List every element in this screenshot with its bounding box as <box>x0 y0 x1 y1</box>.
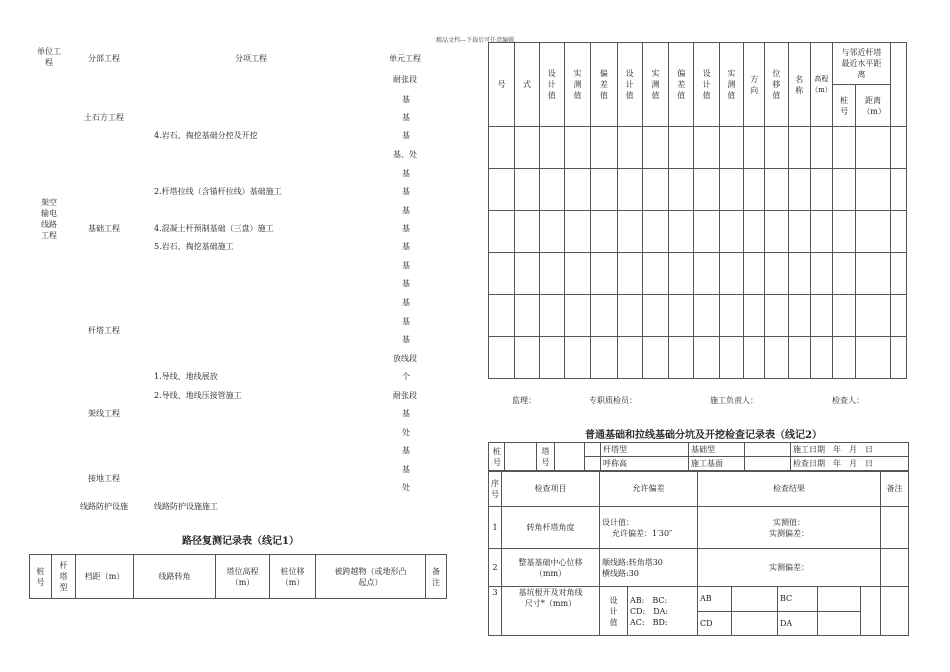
col-element-header: 单元工程 <box>389 54 421 63</box>
col-item-header: 分项工程 <box>235 54 267 63</box>
tower-label: 塔号 <box>537 443 555 471</box>
result-line: 实测偏差： <box>698 549 881 587</box>
row-item: 基坑根开及对角线尺寸*（mm） <box>502 587 600 636</box>
element-cell: 基、处 <box>393 150 417 159</box>
item-row: 线路防护设施施工 <box>154 502 218 511</box>
element-cell: 基 <box>402 465 410 474</box>
element-cell: 基 <box>402 242 410 251</box>
survey-header: 设计值 <box>694 43 719 127</box>
element-cell: 基 <box>402 335 410 344</box>
survey-header: 名称 <box>788 43 810 127</box>
construction-label: 施工负责人： <box>710 396 758 405</box>
element-cell: 放线段 <box>393 354 417 363</box>
row-item: 整基基础中心位移（mm） <box>502 549 600 587</box>
cd-label: CD <box>698 611 732 635</box>
ab-label: AB <box>698 587 732 611</box>
survey-header: 偏差值 <box>591 43 617 127</box>
element-cell: 耐张段 <box>393 391 417 400</box>
header-note: 精品文档---下载后可任意编辑 <box>436 37 515 44</box>
design-label: 设计值 <box>600 587 628 636</box>
col-note: 备注 <box>881 472 909 507</box>
col-tolerance: 允许偏差 <box>600 472 698 507</box>
branch-foundation: 基础工程 <box>88 224 120 233</box>
tolerance-line: 横线路:30 <box>602 568 639 578</box>
col-result: 检查结果 <box>698 472 881 507</box>
element-cell: 基 <box>402 169 410 178</box>
item-row: 2.杆塔拉线（含锚杆拉线）基础施工 <box>154 187 282 196</box>
inspection-date-label: 检查日期 年 月 日 <box>791 457 909 471</box>
construction-base-label: 施工基面 <box>689 457 745 471</box>
construction-date-label: 施工日期 年 月 日 <box>791 443 909 457</box>
element-cell: 个 <box>402 372 410 381</box>
route-header: 桩位移（m） <box>270 555 316 599</box>
tolerance-line: 设计值： <box>602 517 634 527</box>
item-row: 5.岩石、掏挖基础施工 <box>154 242 234 251</box>
survey-header: 高程（m） <box>810 43 832 127</box>
branch-earthwork: 土石方工程 <box>84 113 124 122</box>
design-line: CD: DA: <box>630 606 669 616</box>
call-height-label: 呼称高 <box>601 457 689 471</box>
result-line: 实测偏差： <box>769 528 810 538</box>
item-row: 4.岩石、掏挖基础分控及开挖 <box>154 131 258 140</box>
survey-row <box>489 253 907 295</box>
foundation-type-label: 基础型 <box>689 443 745 457</box>
result-line: 实测值： <box>773 517 806 527</box>
element-cell: 基 <box>402 131 410 140</box>
element-cell: 基 <box>402 446 410 455</box>
item-row: 2.导线、地线压接管施工 <box>154 391 242 400</box>
survey-row <box>489 337 907 379</box>
quality-label: 专职质检员： <box>589 396 637 405</box>
pile-label: 桩号 <box>489 443 505 471</box>
element-cell: 基 <box>402 409 410 418</box>
route-header: 档距（m） <box>76 555 134 599</box>
branch-tower: 杆塔工程 <box>88 326 120 335</box>
foundation-check-table <box>488 471 909 636</box>
survey-row <box>489 127 907 169</box>
row-item: 转角杆塔角度 <box>502 506 600 549</box>
survey-header: 设计值 <box>617 43 642 127</box>
foundation-meta-table <box>488 442 909 471</box>
route-header: 桩号 <box>30 555 52 599</box>
branch-grounding: 接地工程 <box>88 474 120 483</box>
supervisor-label: 监理： <box>512 396 536 405</box>
branch-wiring: 架线工程 <box>88 409 120 418</box>
neighbor-header: 与邻近杆塔最近水平距离 <box>833 43 891 85</box>
element-cell: 基 <box>402 206 410 215</box>
survey-header: 设计值 <box>539 43 564 127</box>
route-header: 被跨越物（或地形凸起点） <box>316 555 426 599</box>
tolerance-line: 顺线路:转角塔30 <box>602 557 663 567</box>
route-header: 塔位高程（m） <box>216 555 270 599</box>
element-cell: 耐张段 <box>393 75 417 84</box>
survey-row <box>489 169 907 211</box>
design-line: AC: BD: <box>630 617 668 627</box>
survey-header: 实测值 <box>642 43 668 127</box>
col-check-item: 检查项目 <box>502 472 600 507</box>
branch-protection: 线路防护设施 <box>80 502 128 511</box>
col-branch-header: 分部工程 <box>88 54 120 63</box>
survey-header: 实测值 <box>719 43 743 127</box>
item-row: 1.导线、地线展放 <box>154 372 218 381</box>
item-row: 4.混凝土杆预制基础（三盘）施工 <box>154 224 274 233</box>
survey-header: 偏差值 <box>669 43 694 127</box>
survey-header: 方向 <box>744 43 765 127</box>
survey-header: 号 <box>489 43 515 127</box>
unit-name: 架空输电线路工程 <box>41 198 57 240</box>
neighbor-sub: 桩号 <box>833 85 856 127</box>
element-cell: 基 <box>402 261 410 270</box>
element-cell: 基 <box>402 187 410 196</box>
survey-row <box>489 295 907 337</box>
bc-label: BC <box>778 587 818 611</box>
element-cell: 基 <box>402 113 410 122</box>
element-cell: 处 <box>402 428 410 437</box>
route-header: 杆塔型 <box>52 555 76 599</box>
element-cell: 基 <box>402 224 410 233</box>
row-no: 2 <box>489 549 502 587</box>
row-no: 3 <box>489 587 502 636</box>
da-label: DA <box>778 611 818 635</box>
element-cell: 基 <box>402 317 410 326</box>
element-cell: 基 <box>402 95 410 104</box>
element-cell: 基 <box>402 298 410 307</box>
survey-header: 实测值 <box>564 43 590 127</box>
route-table-title: 路径复测记录表（线记1） <box>182 536 299 547</box>
inspector-label: 检查人： <box>832 396 864 405</box>
survey-table <box>488 42 907 379</box>
col-seq: 序号 <box>489 472 502 507</box>
neighbor-sub: 距离（m） <box>856 85 890 127</box>
route-table <box>29 554 447 599</box>
survey-header: 位移值 <box>765 43 788 127</box>
route-header: 线路转角 <box>134 555 216 599</box>
tolerance-line: 允许偏差：1′30″ <box>612 528 673 538</box>
col-unit-header: 单位工程 <box>37 47 61 67</box>
foundation-table-title: 普通基础和拉线基础分坑及开挖检查记录表（线记2） <box>585 430 822 441</box>
route-header: 备注 <box>426 555 447 599</box>
tower-type-label: 杆塔型 <box>601 443 689 457</box>
design-line: AB: BC: <box>630 595 668 605</box>
survey-row <box>489 211 907 253</box>
element-cell: 处 <box>402 483 410 492</box>
row-no: 1 <box>489 506 502 549</box>
element-cell: 基 <box>402 279 410 288</box>
survey-header: 式 <box>515 43 539 127</box>
